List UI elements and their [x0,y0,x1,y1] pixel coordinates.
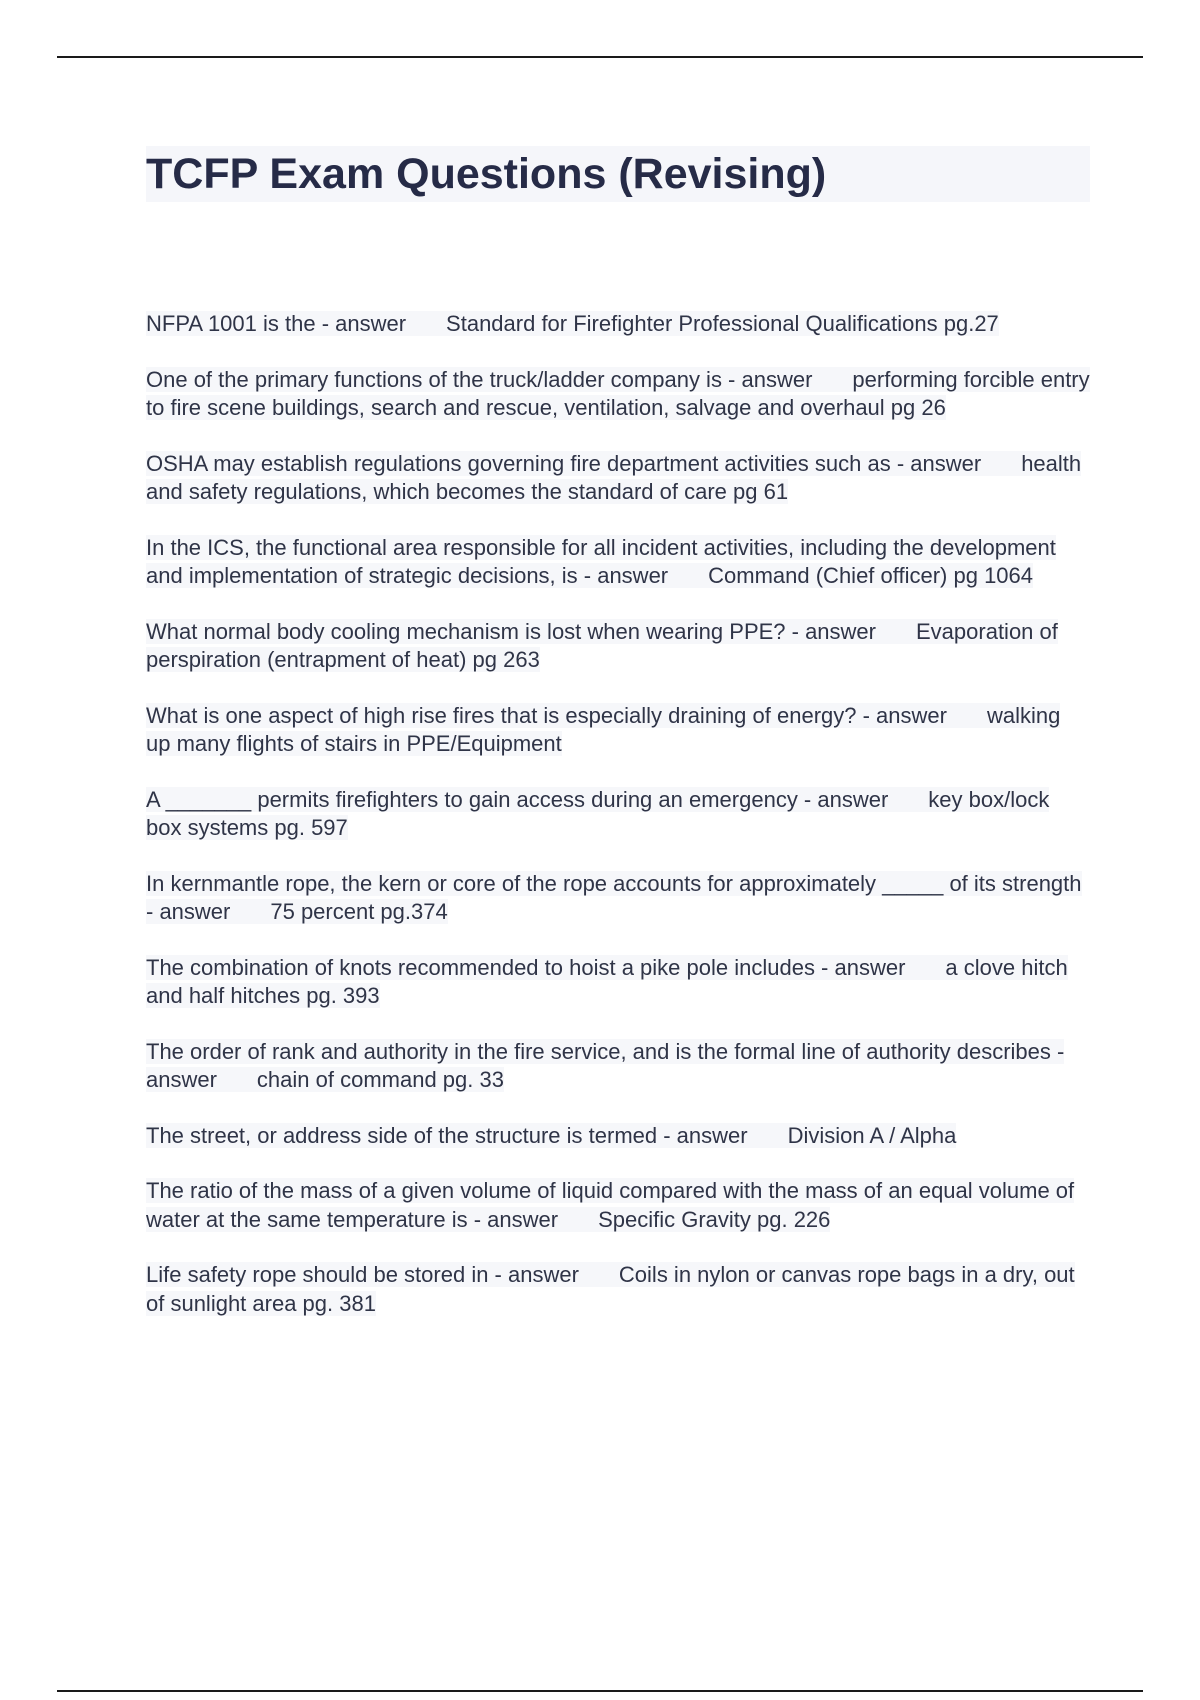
answer-7: key box/lock box systems pg. 597 [146,786,1050,840]
qa-entry-11 [146,1122,1090,1151]
qa-entry-13 [146,1261,1090,1318]
answer-11: Division A / Alpha [787,1122,957,1148]
question-12: The ratio of the mass of a given volume of liquid compared with the mass of an equal volume of water at the same temperature is - answer [146,1178,1075,1232]
question-13: Life safety rope should be stored in - answer [146,1262,579,1287]
qa-entry-12 [146,1177,1090,1234]
question-9: The combination of knots recommended to hoist a pike pole includes - answer [146,954,906,980]
answer-2: performing forcible entry to fire scene buildings, search and rescue, ventilation, salvage and overhaul pg 26 [146,366,1090,420]
answer-1: Standard for Firefighter Professional Qualifications pg.27 [446,311,999,336]
qa-entry-9 [146,954,1090,1011]
answer-13: Coils in nylon or canvas rope bags in a dry, out of sunlight area pg. 381 [146,1262,1075,1316]
question-5: What normal body cooling mechanism is lost when wearing PPE? - answer [146,618,876,644]
document-title: TCFP Exam Questions (Revising) [146,150,827,198]
answer-3: health and safety regulations, which becomes the standard of care pg 61 [146,450,1082,504]
question-7: A _______ permits firefighters to gain access during an emergency - answer [146,786,889,812]
question-2: One of the primary functions of the truck/ladder company is - answer [146,366,813,392]
question-8: In kernmantle rope, the kern or core of the rope accounts for approximately _____ of its strength - answer [146,870,1082,924]
question-10: The order of rank and authority in the fire service, and is the formal line of authority describes - answer [146,1038,1065,1092]
answer-12: Specific Gravity pg. 226 [598,1206,831,1232]
answer-6: walking up many flights of stairs in PPE/Equipment [146,702,1061,756]
question-1: NFPA 1001 is the - answer [146,311,407,336]
question-3: OSHA may establish regulations governing fire department activities such as - answer [146,450,982,476]
bottom-rule [57,1690,1143,1692]
answer-4: Command (Chief officer) pg 1064 [708,563,1034,588]
answer-5: Evaporation of perspiration (entrapment of heat) pg 263 [146,618,1058,672]
answer-8: 75 percent pg.374 [270,899,448,924]
question-6: What is one aspect of high rise fires that is especially draining of energy? - answer [146,702,947,728]
question-11: The street, or address side of the structure is termed - answer [146,1122,748,1148]
question-4: In the ICS, the functional area responsible for all incident activities, including the development and implementation of strategic decisions, is - answer [146,534,1056,588]
answer-9: a clove hitch and half hitches pg. 393 [146,954,1068,1008]
answer-10: chain of command pg. 33 [256,1067,504,1092]
qa-list [146,310,1090,1345]
qa-entry-6 [146,702,1090,759]
qa-entry-3 [146,450,1090,507]
top-rule [57,56,1143,58]
qa-entry-10 [146,1038,1090,1095]
qa-entry-2 [146,366,1090,423]
qa-entry-5 [146,618,1090,675]
qa-entry-8 [146,870,1090,927]
qa-entry-1 [146,310,1090,339]
qa-entry-4 [146,534,1090,591]
qa-entry-7 [146,786,1090,843]
